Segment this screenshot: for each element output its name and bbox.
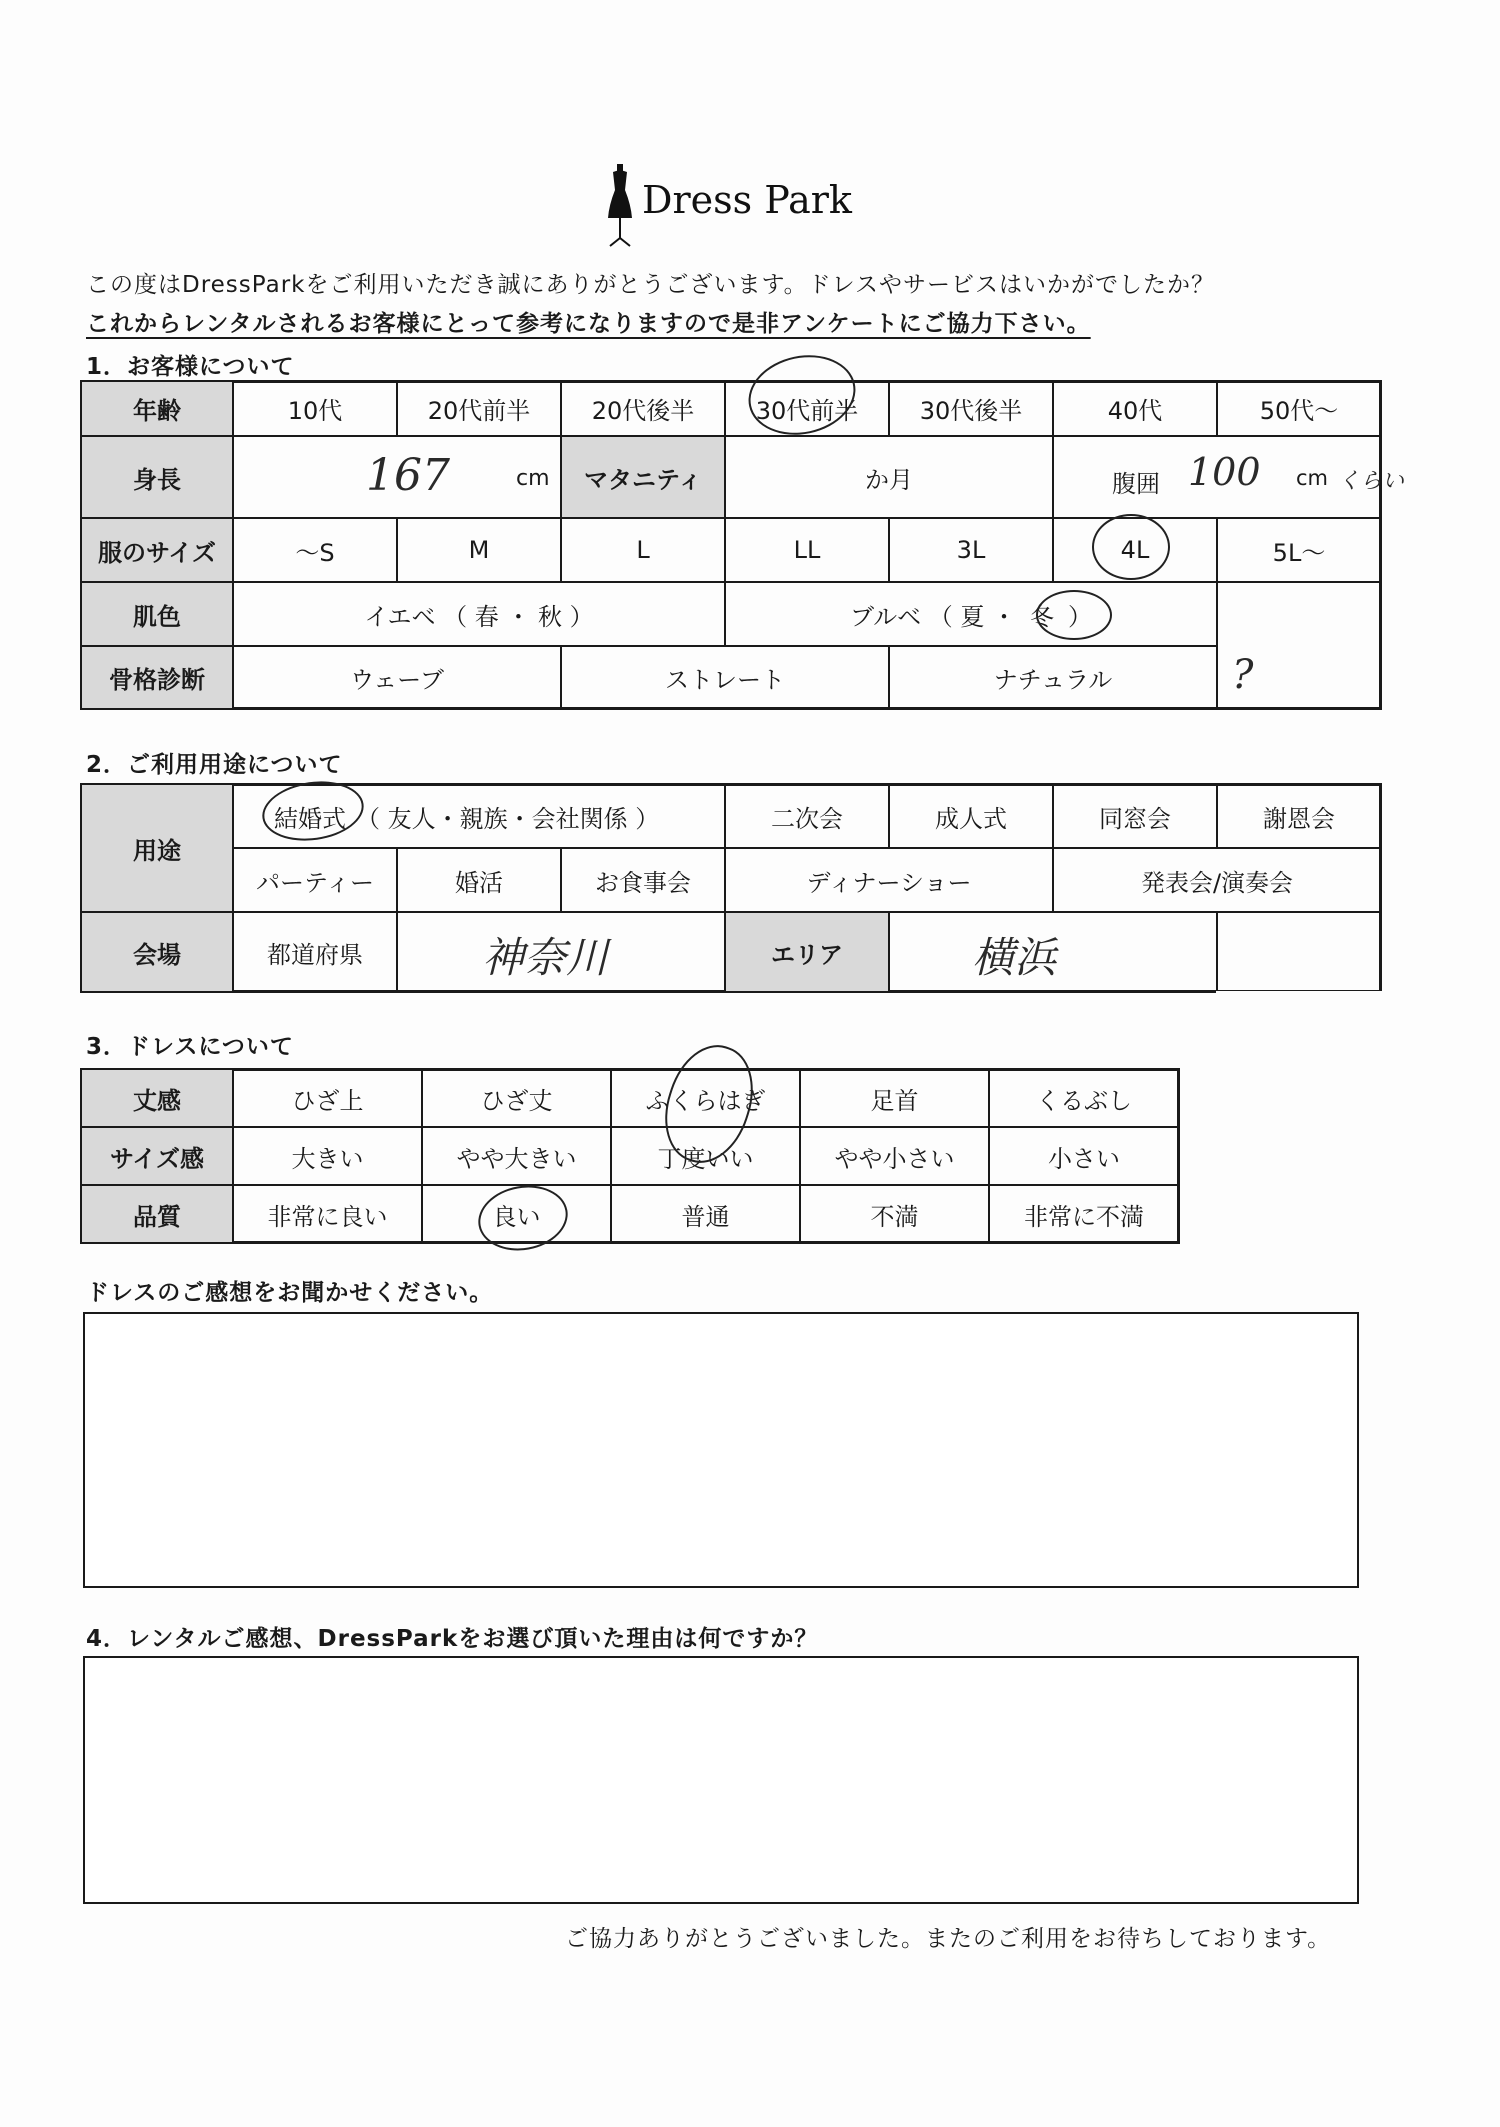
purpose-option[interactable]: パーティー <box>232 847 398 913</box>
quality-option[interactable]: 非常に良い <box>232 1184 423 1244</box>
section2-title: 2．ご利用用途について <box>86 752 343 778</box>
size-option[interactable]: ～S <box>232 517 398 583</box>
size-option[interactable]: M <box>396 517 562 583</box>
dress-comment-prompt: ドレスのご感想をお聞かせください。 <box>86 1280 494 1306</box>
maternity-field[interactable] <box>724 435 1054 519</box>
skin-blue-suffix: ） <box>1067 602 1092 631</box>
dress-comment-box[interactable] <box>83 1312 1359 1588</box>
size-feel-option[interactable]: やや大きい <box>421 1126 612 1186</box>
purpose-wedding-sub: （ 友人・親族・会社関係 ） <box>356 804 660 833</box>
area-value: 横浜 <box>972 933 1057 982</box>
size-feel-option[interactable]: やや小さい <box>799 1126 990 1186</box>
brand-logo <box>600 160 860 250</box>
age-option[interactable]: 10代 <box>232 380 398 437</box>
age-option[interactable]: 50代～ <box>1216 380 1382 437</box>
skin-label: 肌色 <box>80 581 234 647</box>
maternity-unit: か月 <box>865 465 913 494</box>
length-option[interactable]: ひざ丈 <box>421 1068 612 1128</box>
purpose-option[interactable]: お食事会 <box>560 847 726 913</box>
frame-note: ? <box>1232 652 1254 698</box>
quality-option[interactable]: 非常に不満 <box>988 1184 1180 1244</box>
size-option[interactable]: L <box>560 517 726 583</box>
age-label: 年齢 <box>80 380 234 437</box>
purpose-option[interactable]: ディナーショー <box>724 847 1054 913</box>
purpose-option[interactable]: 謝恩会 <box>1216 783 1382 849</box>
area-label: エリア <box>724 911 890 993</box>
length-option[interactable]: 足首 <box>799 1068 990 1128</box>
section4-title: 4．レンタルご感想、DressParkをお選び頂いた理由は何ですか？ <box>86 1626 819 1652</box>
skin-blue-prefix: ブルベ （ 夏 ・ <box>850 602 1016 631</box>
intro-text: この度はDressParkをご利用いただき誠にありがとうございます。ドレスやサービスはいかがでしたか？ <box>86 272 1215 298</box>
height-label: 身長 <box>80 435 234 519</box>
length-label: 丈感 <box>80 1068 234 1128</box>
purpose-wedding-label: 結婚式 <box>274 804 346 833</box>
age-option[interactable]: 40代 <box>1052 380 1218 437</box>
size-option[interactable]: 3L <box>888 517 1054 583</box>
selection-circle <box>1092 514 1170 580</box>
size-label: 服のサイズ <box>80 517 234 583</box>
section3-title: 3．ドレスについて <box>86 1034 294 1060</box>
purpose-label: 用途 <box>80 783 234 913</box>
purpose-option[interactable]: 発表会/演奏会 <box>1052 847 1382 913</box>
intro-request: これからレンタルされるお客様にとって参考になりますので是非アンケートにご協力下さい。 <box>86 311 1091 337</box>
venue-label: 会場 <box>80 911 234 993</box>
prefecture-label: 都道府県 <box>232 911 398 993</box>
frame-option[interactable]: ナチュラル <box>888 645 1218 710</box>
height-value: 167 <box>366 450 450 501</box>
purpose-option[interactable]: 同窓会 <box>1052 783 1218 849</box>
waist-unit: cm <box>1296 466 1329 490</box>
brand-name: Dress Park <box>642 178 852 222</box>
quality-option[interactable]: 普通 <box>610 1184 801 1244</box>
age-option[interactable]: 30代後半 <box>888 380 1054 437</box>
size-option-selected[interactable]: 4L <box>1052 517 1218 583</box>
height-unit: cm <box>516 466 550 491</box>
frame-option[interactable]: ウェーブ <box>232 645 562 710</box>
skin-blue-option[interactable] <box>724 581 1218 647</box>
table-gap <box>1216 991 1382 993</box>
purpose-option[interactable]: 成人式 <box>888 783 1054 849</box>
size-feel-label: サイズ感 <box>80 1126 234 1186</box>
footer-thanks: ご協力ありがとうございました。またのご利用をお待ちしております。 <box>565 1926 1332 1952</box>
dress-form-icon <box>600 160 640 250</box>
age-option[interactable]: 20代前半 <box>396 380 562 437</box>
size-option[interactable]: 5L～ <box>1216 517 1382 583</box>
age-option[interactable]: 20代後半 <box>560 380 726 437</box>
age-option-selected[interactable]: 30代前半 <box>724 380 890 437</box>
quality-option-selected[interactable]: 良い <box>421 1184 612 1244</box>
waist-value: 100 <box>1188 450 1261 494</box>
purpose-option[interactable]: 二次会 <box>724 783 890 849</box>
rental-comment-box[interactable] <box>83 1656 1359 1904</box>
length-option[interactable]: くるぶし <box>988 1068 1180 1128</box>
frame-label: 骨格診断 <box>80 645 234 710</box>
size-feel-option[interactable]: 大きい <box>232 1126 423 1186</box>
size-option[interactable]: LL <box>724 517 890 583</box>
frame-option[interactable]: ストレート <box>560 645 890 710</box>
quality-option[interactable]: 不満 <box>799 1184 990 1244</box>
size-feel-option-selected[interactable]: 丁度いい <box>610 1126 801 1186</box>
maternity-label: マタニティ <box>560 435 726 519</box>
size-feel-option[interactable]: 小さい <box>988 1126 1180 1186</box>
waist-note: くらい <box>1338 469 1405 494</box>
length-option-selected[interactable]: ふくらはぎ <box>610 1068 801 1128</box>
quality-label: 品質 <box>80 1184 234 1244</box>
skin-yellow-option[interactable]: イエベ （ 春 ・ 秋 ） <box>232 581 726 647</box>
prefecture-value: 神奈川 <box>482 933 609 982</box>
skin-blue-winter: 冬 <box>1029 602 1054 631</box>
selection-circle <box>1036 590 1112 640</box>
purpose-option[interactable]: 婚活 <box>396 847 562 913</box>
length-option[interactable]: ひざ上 <box>232 1068 423 1128</box>
waist-label: 腹囲 <box>1112 470 1160 498</box>
section1-title: 1．お客様について <box>86 354 295 380</box>
